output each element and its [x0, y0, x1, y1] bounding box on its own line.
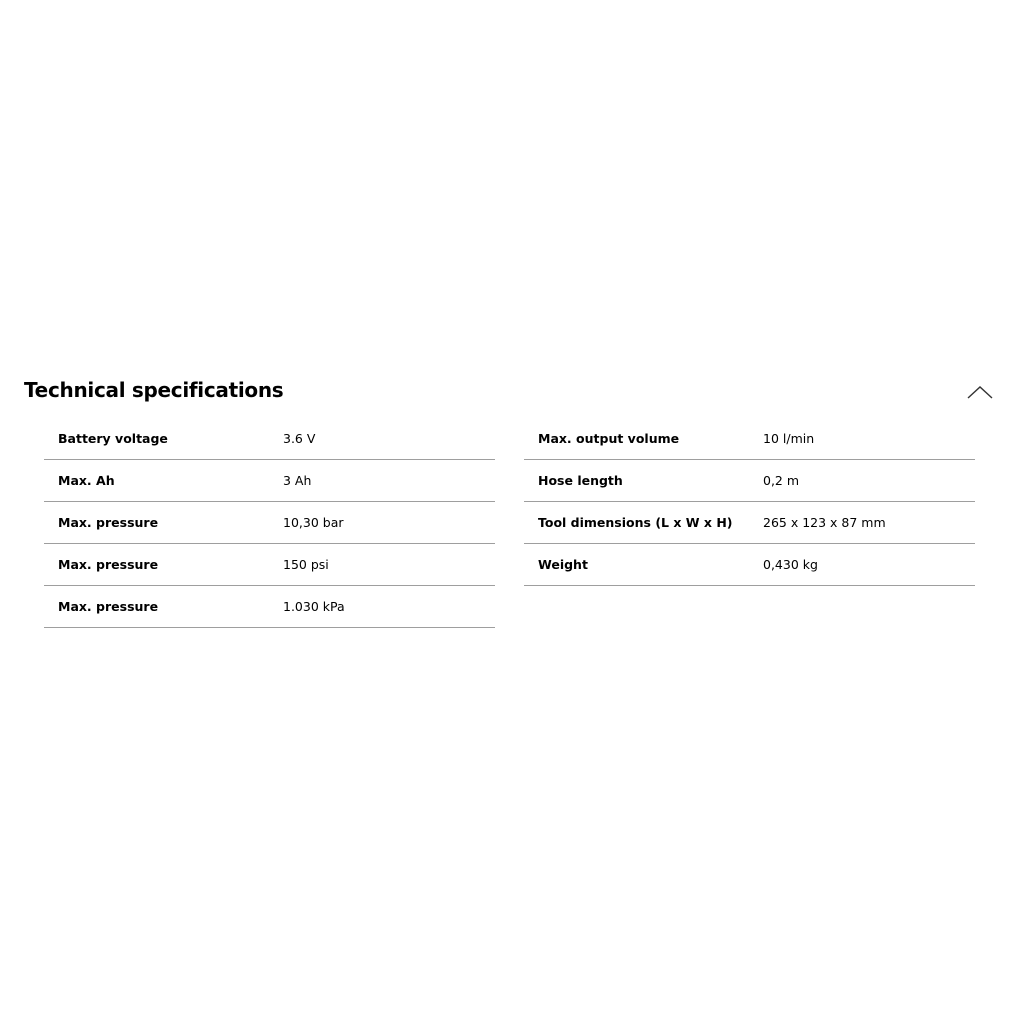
- spec-value: 150 psi: [283, 557, 329, 572]
- spec-row: [44, 418, 495, 460]
- spec-value: 0,430 kg: [763, 557, 818, 572]
- spec-row: [44, 460, 495, 502]
- chevron-up-icon: [962, 378, 998, 406]
- collapse-toggle-button[interactable]: [962, 378, 998, 406]
- spec-value: 3 Ah: [283, 473, 312, 488]
- spec-label: Max. output volume: [538, 431, 680, 446]
- spec-label: Max. pressure: [58, 599, 159, 614]
- spec-label: Tool dimensions (L x W x H): [538, 515, 733, 530]
- spec-row: [524, 460, 975, 502]
- spec-label: Max. pressure: [58, 557, 159, 572]
- spec-row: [44, 586, 495, 628]
- spec-value: 3.6 V: [283, 431, 316, 446]
- spec-label: Weight: [538, 557, 588, 572]
- spec-row: [44, 502, 495, 544]
- spec-value: 10 l/min: [763, 431, 815, 446]
- spec-table-right: [524, 418, 975, 586]
- spec-row: [524, 544, 975, 586]
- spec-row: [44, 544, 495, 586]
- section-title: Technical specifications: [24, 378, 284, 402]
- spec-label: Max. Ah: [58, 473, 115, 488]
- spec-value: 1.030 kPa: [283, 599, 345, 614]
- spec-value: 265 x 123 x 87 mm: [763, 515, 886, 530]
- spec-label: Hose length: [538, 473, 623, 488]
- spec-value: 10,30 bar: [283, 515, 344, 530]
- spec-label: Max. pressure: [58, 515, 159, 530]
- spec-value: 0,2 m: [763, 473, 800, 488]
- spec-row: [524, 418, 975, 460]
- spec-row: [524, 502, 975, 544]
- spec-label: Battery voltage: [58, 431, 168, 446]
- spec-table-left: [44, 418, 495, 628]
